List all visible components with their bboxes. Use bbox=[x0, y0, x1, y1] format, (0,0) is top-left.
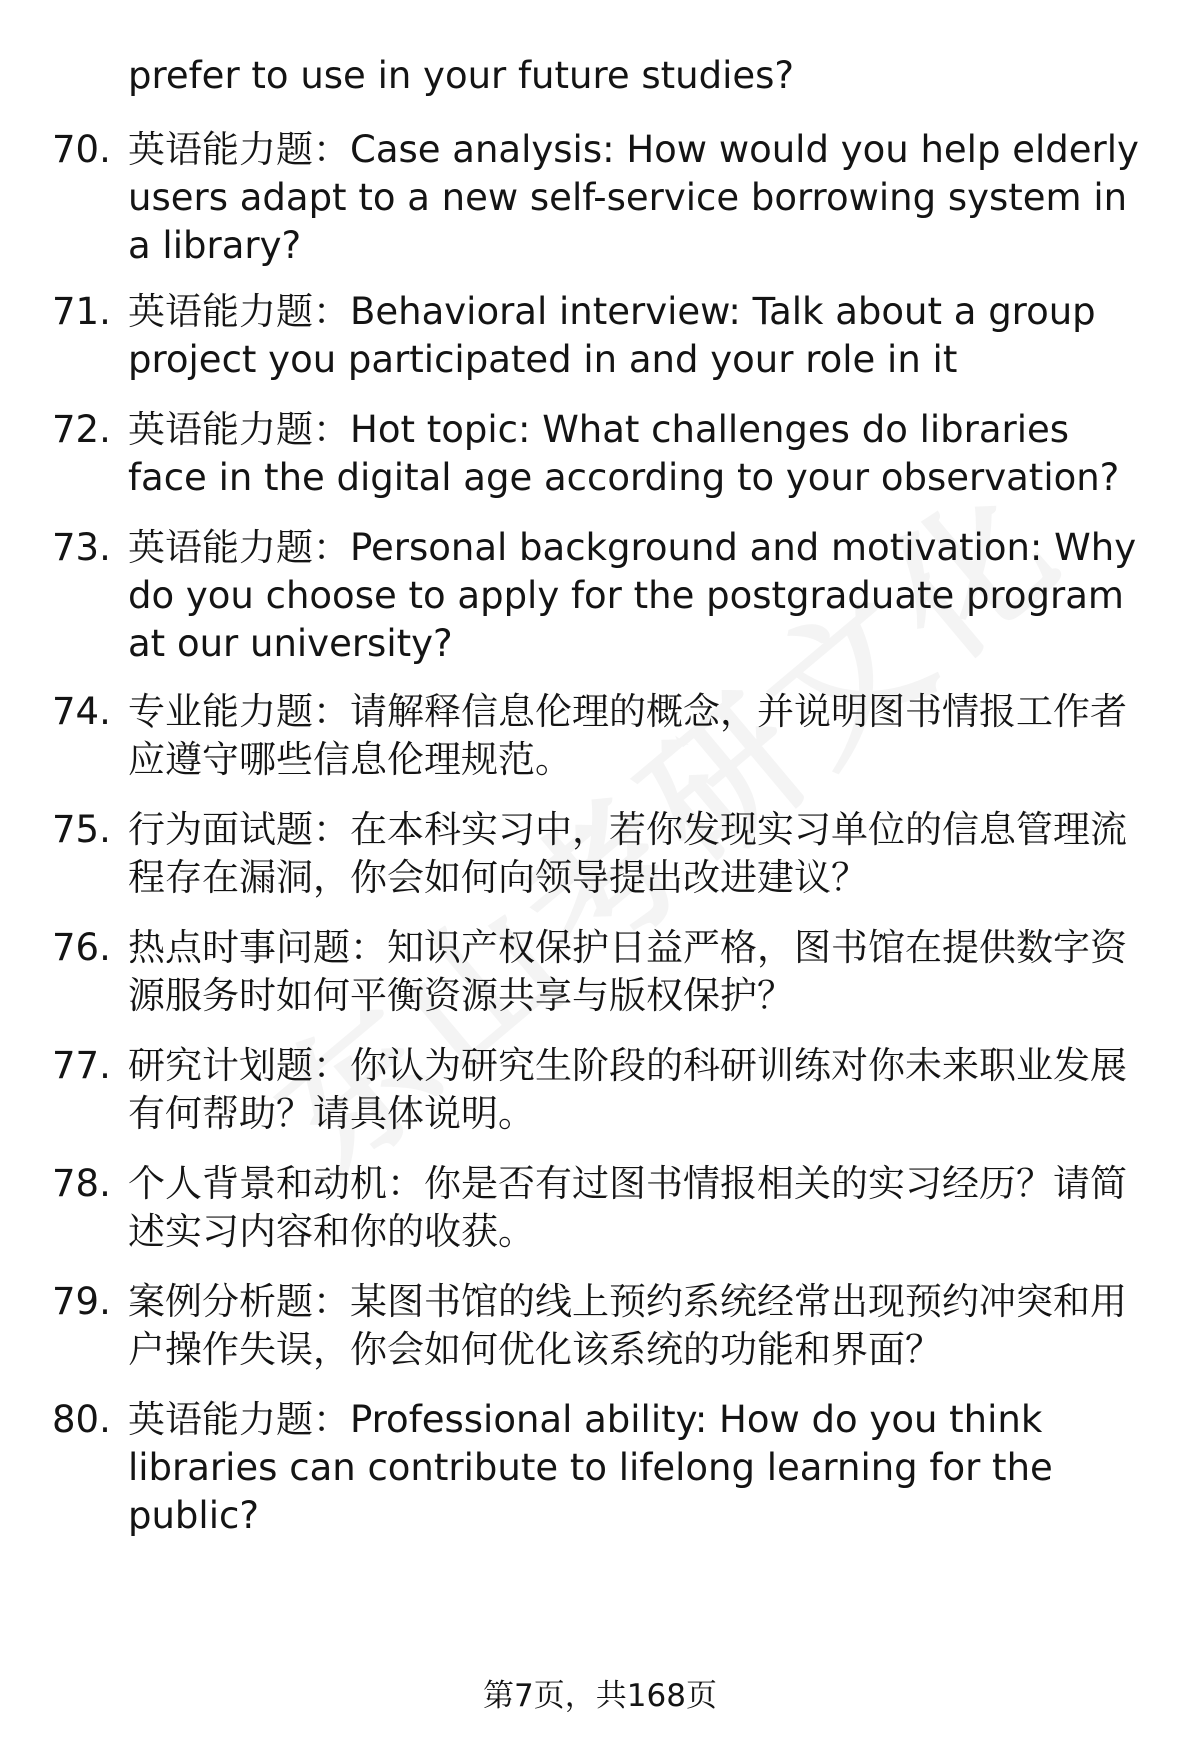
question-text: 英语能力题：Professional ability: How do you think libraries can contribute to lifelong learning for the public? bbox=[128, 1398, 1053, 1537]
continuation-line: prefer to use in your future studies? bbox=[128, 54, 795, 97]
question-text: 英语能力题：Hot topic: What challenges do libraries face in the digital age according to your observation? bbox=[128, 408, 1120, 499]
question-text: 个人背景和动机：你是否有过图书情报相关的实习经历？请简述实习内容和你的收获。 bbox=[128, 1162, 1127, 1253]
question-text: 研究计划题：你认为研究生阶段的科研训练对你未来职业发展有何帮助？请具体说明。 bbox=[128, 1044, 1127, 1135]
question-number: 74. bbox=[52, 690, 111, 733]
question-number: 70. bbox=[52, 128, 111, 171]
question-text: 案例分析题：某图书馆的线上预约系统经常出现预约冲突和用户操作失误，你会如何优化该系统的功能和界面？ bbox=[128, 1280, 1127, 1371]
question-text: 英语能力题：Personal background and motivation: Why do you choose to apply for the postgraduate program at our university? bbox=[128, 526, 1137, 665]
page-footer: 第7页，共168页 bbox=[483, 1678, 717, 1714]
question-text: 英语能力题：Behavioral interview: Talk about a group project you participated in and your role in it bbox=[128, 290, 1096, 381]
question-number: 72. bbox=[52, 408, 111, 451]
question-text: 热点时事问题：知识产权保护日益严格，图书馆在提供数字资源服务时如何平衡资源共享与版权保护？ bbox=[128, 926, 1127, 1017]
question-number: 73. bbox=[52, 526, 111, 569]
question-number: 79. bbox=[52, 1280, 111, 1323]
question-text: 专业能力题：请解释信息伦理的概念，并说明图书情报工作者应遵守哪些信息伦理规范。 bbox=[128, 690, 1127, 781]
question-number: 77. bbox=[52, 1044, 111, 1087]
question-number: 71. bbox=[52, 290, 111, 333]
question-number: 76. bbox=[52, 926, 111, 969]
question-number: 80. bbox=[52, 1398, 111, 1441]
question-number: 78. bbox=[52, 1162, 111, 1205]
question-number: 75. bbox=[52, 808, 111, 851]
question-text: 英语能力题：Case analysis: How would you help elderly users adapt to a new self-service borrowing system in a library? bbox=[128, 128, 1139, 267]
question-text: 行为面试题：在本科实习中，若你发现实习单位的信息管理流程存在漏洞，你会如何向领导提出改进建议？ bbox=[128, 808, 1127, 899]
